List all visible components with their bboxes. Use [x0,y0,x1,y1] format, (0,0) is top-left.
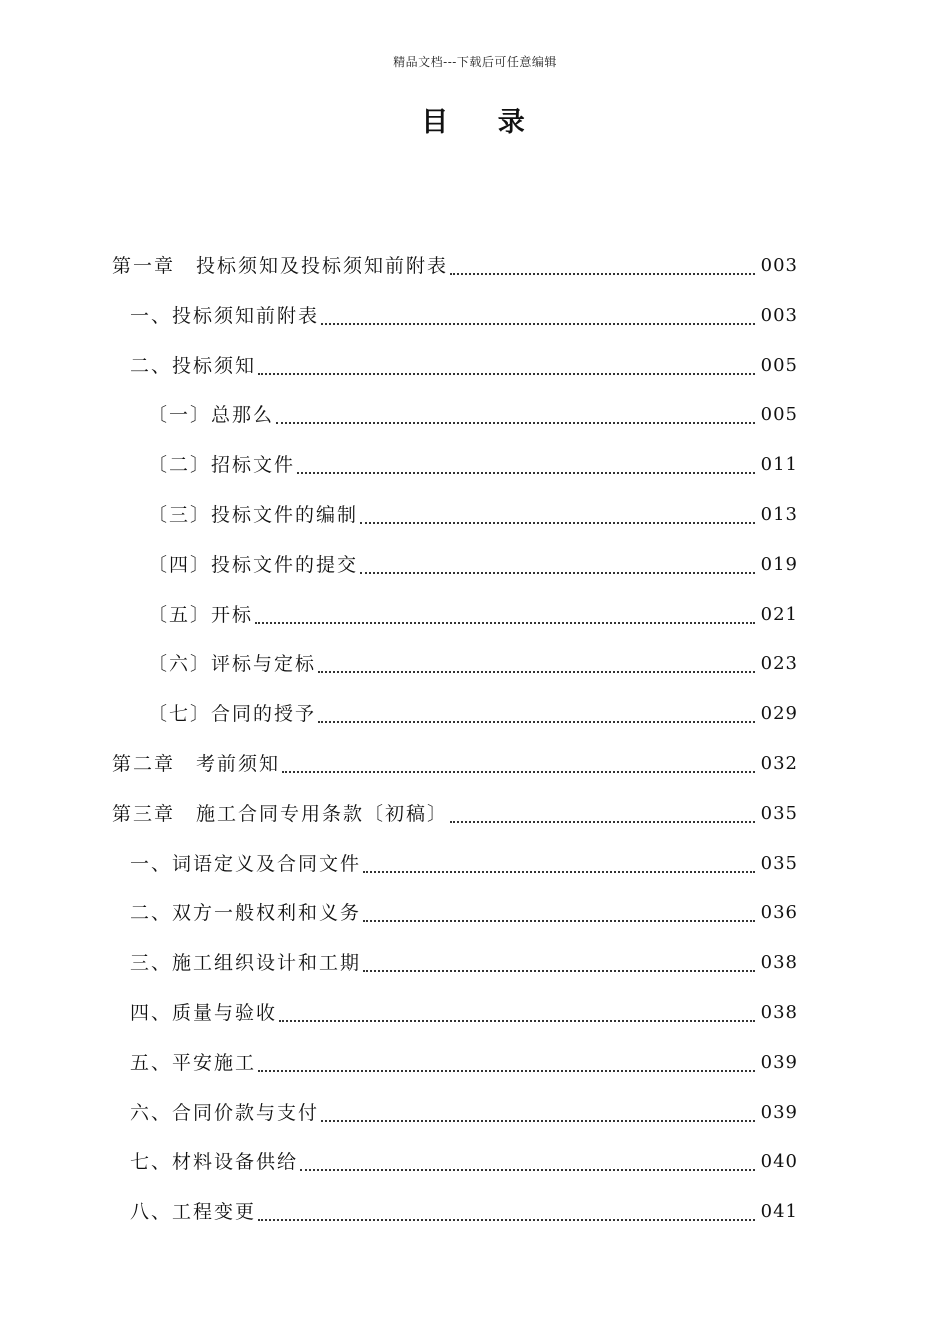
toc-entry-page-number: 038 [760,1002,798,1023]
toc-entry[interactable] [130,300,798,334]
toc-entry[interactable] [130,897,798,931]
toc-entry-page-number: 039 [760,1051,798,1073]
toc-dot-leader [450,821,755,823]
toc-entry[interactable] [148,449,798,483]
toc-entry-page-number: 035 [760,852,798,874]
toc-entry-page-number: 013 [760,504,798,525]
toc-entry[interactable] [130,1196,798,1230]
toc-dot-leader [300,1169,755,1171]
header-note: 精品文档---下载后可任意编辑 [393,55,557,69]
toc-entry[interactable] [130,350,798,384]
toc-dot-leader [318,721,755,723]
toc-entry-label: 二、双方一般权利和义务 [130,902,362,925]
toc-entry-label: 第三章 施工合同专用条款〔初稿〕 [112,802,449,825]
page-title: 目 录 [421,107,545,138]
toc-entry-label: 八、工程变更 [130,1201,257,1224]
toc-entry[interactable] [148,499,798,533]
toc-entry-label: 四、质量与验收 [130,1002,278,1024]
toc-dot-leader [360,522,755,524]
toc-entry-label: 〔七〕合同的授予 [148,703,317,726]
toc-entry-page-number: 005 [760,404,798,426]
toc-entry[interactable] [148,648,798,682]
toc-entry-label: 一、词语定义及合同文件 [130,852,362,875]
toc-dot-leader [279,1020,755,1022]
toc-entry-page-number: 003 [760,255,798,276]
toc-dot-leader [276,422,755,424]
toc-entry-page-number: 023 [760,653,798,675]
toc-entry-page-number: 019 [760,553,798,575]
toc-entry[interactable] [148,599,798,633]
toc-entry-page-number: 029 [760,703,798,725]
toc-dot-leader [282,771,755,773]
toc-entry-label: 〔一〕总那么 [148,404,275,427]
toc-dot-leader [360,572,755,574]
toc-dot-leader [258,373,755,375]
toc-dot-leader [321,323,755,325]
toc-entry[interactable] [112,798,798,832]
toc-entry[interactable] [130,997,798,1031]
toc-entry-label: 〔二〕招标文件 [148,454,296,477]
toc-dot-leader [321,1120,755,1122]
toc-dot-leader [363,920,755,922]
toc-entry-label: 六、合同价款与支付 [130,1101,320,1124]
toc-dot-leader [318,671,755,673]
toc-entry[interactable] [148,698,798,732]
toc-entry-label: 七、材料设备供给 [130,1151,299,1174]
toc-entry-label: 〔六〕评标与定标 [148,653,317,676]
toc-entry-label: 一、投标须知前附表 [130,304,320,327]
toc-entry-page-number: 003 [760,304,798,326]
toc-entry-label: 〔三〕投标文件的编制 [148,504,359,526]
toc-entry[interactable] [130,1146,798,1180]
toc-dot-leader [297,472,755,474]
toc-entry-label: 〔五〕开标 [148,603,254,626]
toc-entry-label: 二、投标须知 [130,354,257,377]
toc-entry-page-number: 038 [760,952,798,974]
toc-entry-label: 五、平安施工 [130,1051,257,1074]
toc-entry-page-number: 036 [760,902,798,924]
toc-dot-leader [258,1219,755,1221]
toc-entry-page-number: 005 [760,354,798,376]
toc-entry-label: 第二章 考前须知 [112,753,281,775]
toc-entry-label: 三、施工组织设计和工期 [130,952,362,975]
toc-entry-page-number: 041 [760,1201,798,1223]
toc-entry-page-number: 032 [760,753,798,774]
toc-entry-page-number: 021 [760,603,798,625]
toc-entry-label: 〔四〕投标文件的提交 [148,553,359,576]
toc-entry[interactable] [130,1097,798,1131]
toc-dot-leader [255,622,755,624]
toc-entry[interactable] [112,250,798,284]
toc-entry-page-number: 040 [760,1151,798,1173]
toc-entry[interactable] [148,399,798,433]
toc-entry[interactable] [112,748,798,782]
toc-entry-page-number: 011 [760,454,798,476]
toc-entry[interactable] [148,549,798,583]
toc-entry[interactable] [130,848,798,882]
toc-dot-leader [258,1070,755,1072]
toc-dot-leader [450,273,755,275]
toc-entry-page-number: 039 [760,1101,798,1123]
toc-entry-label: 第一章 投标须知及投标须知前附表 [112,255,449,277]
toc-entry[interactable] [130,1047,798,1081]
toc-dot-leader [363,871,755,873]
toc-dot-leader [363,970,755,972]
toc-entry[interactable] [130,947,798,981]
toc-entry-page-number: 035 [760,802,798,824]
